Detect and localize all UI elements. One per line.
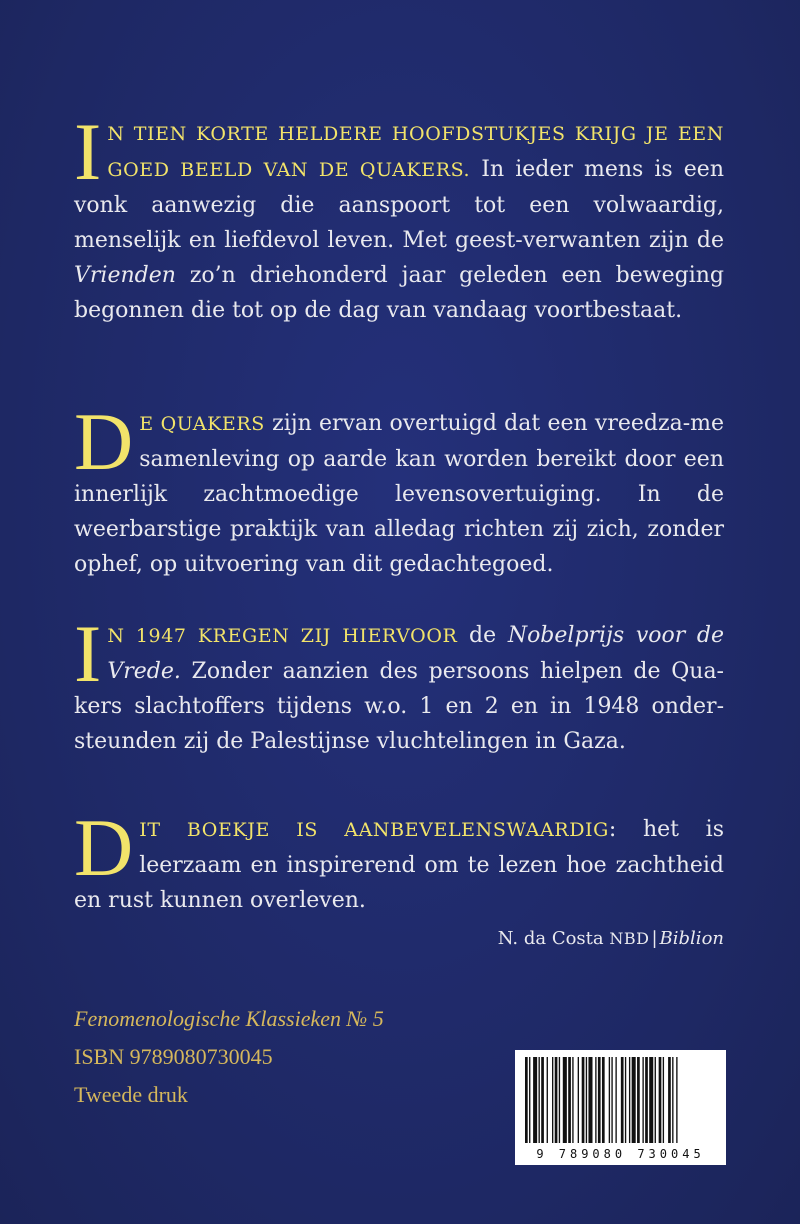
paragraph-body: zijn ervan overtuigd dat een vreedza-me samenleving op aarde kan worden bereikt door een innerlijk zachtmoedige levensovertuiging. In de weerbarstige praktijk van alledag richten zij zich, zonder ophef, op uitvoering van dit gedachtegoed. xyxy=(74,411,725,577)
credit-separator: | xyxy=(651,928,658,949)
barcode-bar xyxy=(645,1057,648,1143)
credit-author: N. da Costa xyxy=(497,928,604,949)
lead-in-text: E QUAKERS xyxy=(139,413,265,435)
barcode-bar xyxy=(529,1057,530,1143)
italic-prize: Nobelprijs voor de Vrede. xyxy=(107,623,725,684)
barcode-bar xyxy=(659,1057,662,1143)
barcode-bar xyxy=(547,1057,548,1143)
barcode-bar xyxy=(632,1057,636,1143)
barcode-bar xyxy=(637,1057,640,1143)
series-title: Fenomenologische Klassieken № 5 xyxy=(74,1006,384,1031)
lead-in-text: IT BOEKJE IS AANBEVELENSWAARDIG xyxy=(139,819,609,841)
barcode-bar xyxy=(668,1057,671,1143)
dropcap: D xyxy=(74,396,134,487)
paragraph-connector: de xyxy=(457,623,508,648)
paragraph-body: In ieder mens is een vonk aanwezig die aanspoort tot een volwaardig, menselijk en liefdevol leven. Met geest-verwanten zijn de xyxy=(74,157,724,253)
barcode-bar xyxy=(525,1057,528,1143)
colophon xyxy=(74,1000,384,1114)
barcode-bar xyxy=(625,1057,626,1143)
barcode-bar xyxy=(655,1057,656,1143)
paragraph-recommendation xyxy=(74,802,724,918)
barcode-bar xyxy=(572,1057,573,1143)
credit-org: NBD xyxy=(609,929,650,948)
paragraph-nobel xyxy=(74,608,725,759)
barcode xyxy=(515,1050,726,1165)
paragraph-body: : het is leerzaam en inspirerend om te lezen hoe zachtheid en rust kunnen overleven. xyxy=(74,817,724,913)
barcode-bar xyxy=(559,1057,560,1143)
barcode-bar xyxy=(568,1057,571,1143)
barcode-bar xyxy=(541,1057,544,1143)
lead-in-text: N 1947 KREGEN ZIJ HIERVOOR xyxy=(107,625,458,647)
barcode-bar xyxy=(642,1057,643,1143)
barcode-bar xyxy=(598,1057,601,1143)
barcode-bar xyxy=(611,1057,612,1143)
barcode-bar xyxy=(552,1057,553,1143)
barcode-bar xyxy=(663,1057,664,1143)
paragraph-beliefs xyxy=(74,396,725,582)
barcode-digits: 9 789080 730045 xyxy=(536,1147,705,1161)
dropcap: I xyxy=(74,106,102,197)
barcode-bar xyxy=(621,1057,624,1143)
dropcap: D xyxy=(74,802,134,893)
barcode-bar xyxy=(533,1057,537,1143)
barcode-bar xyxy=(672,1057,673,1143)
barcode-bar xyxy=(539,1057,540,1143)
credit-source: Biblion xyxy=(659,928,724,949)
barcode-bar xyxy=(615,1057,616,1143)
isbn-text: ISBN 9789080730045 xyxy=(74,1044,273,1069)
edition-text: Tweede druk xyxy=(74,1082,188,1107)
dropcap: I xyxy=(74,608,102,699)
review-credit xyxy=(498,928,724,949)
barcode-bar xyxy=(602,1057,605,1143)
barcode-bar xyxy=(609,1057,610,1143)
paragraph-tail: zo’n driehonderd jaar geleden een beweging begonnen die tot op de dag van vandaag voortbestaat. xyxy=(74,263,724,323)
barcode-bar xyxy=(586,1057,587,1143)
paragraph-body: Zonder aanzien des persoons hielpen de Qua-kers slachtoffers tijdens w.o. 1 en 2 en in 1948 onder-steunden zij de Palestijnse vluchtelingen in Gaza. xyxy=(74,659,724,754)
barcode-bar xyxy=(676,1057,677,1143)
barcode-bar xyxy=(649,1057,653,1143)
barcode-bar xyxy=(582,1057,585,1143)
paragraph-intro xyxy=(74,106,724,328)
barcode-bar xyxy=(588,1057,592,1143)
barcode-bar xyxy=(555,1057,558,1143)
italic-term: Vrienden xyxy=(74,263,176,288)
barcode-bar xyxy=(578,1057,579,1143)
barcode-bar xyxy=(563,1057,567,1143)
barcode-bar xyxy=(629,1057,630,1143)
barcode-bar xyxy=(595,1057,596,1143)
lead-in-text: N TIEN KORTE HELDERE HOOFDSTUKJES KRIJG JE EEN GOED BEELD VAN DE QUAKERS. xyxy=(107,123,724,181)
barcode-bars xyxy=(523,1057,718,1143)
